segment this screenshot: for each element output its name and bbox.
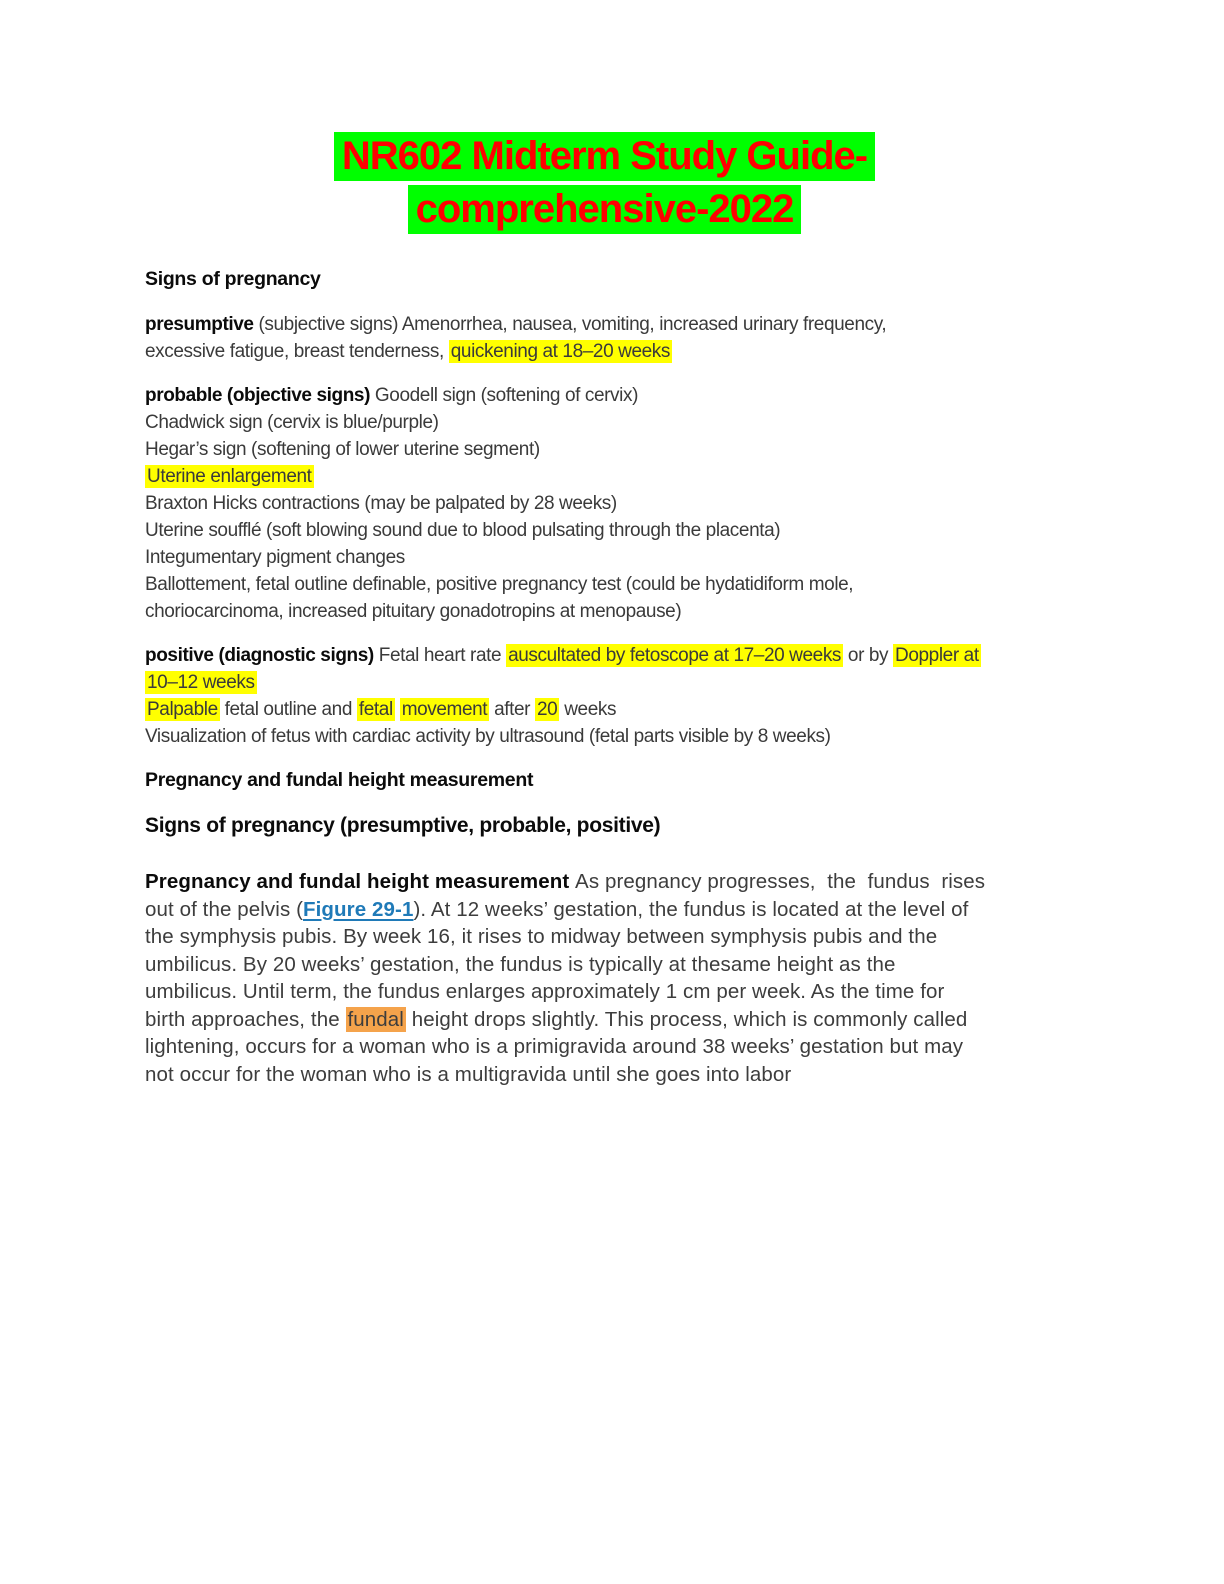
text-run: Pregnancy and fundal height measurement xyxy=(145,769,534,791)
text-line xyxy=(145,978,1094,1006)
text-line xyxy=(145,1006,1094,1034)
title-text-2: comprehensive-2022 xyxy=(408,185,802,234)
text-line xyxy=(145,1061,1094,1089)
text-line xyxy=(145,463,1094,490)
document-body xyxy=(145,266,1094,1088)
text-line xyxy=(145,669,1094,696)
text-line xyxy=(145,311,1094,338)
text-run: or by xyxy=(843,645,894,666)
text-run: Signs of pregnancy xyxy=(145,268,321,290)
text-run xyxy=(395,699,400,720)
text-line xyxy=(145,436,1094,463)
text-run: birth approaches, the xyxy=(145,1007,346,1031)
title-text-1: NR602 Midterm Study Guide- xyxy=(334,132,875,181)
text-line xyxy=(145,951,1094,979)
text-line xyxy=(145,642,1094,669)
text-run: ). At 12 weeks’ gestation, the fundus is located at the level of xyxy=(413,897,969,921)
text-run: Braxton Hicks contractions (may be palpated by 28 weeks) xyxy=(145,493,617,514)
text-run: the symphysis pubis. By week 16, it rises to midway between symphysis pubis and the xyxy=(145,925,938,948)
title-line xyxy=(145,183,1064,236)
text-line xyxy=(145,266,1094,293)
text-run: As pregnancy progresses, the fundus rises xyxy=(575,870,986,893)
text-line xyxy=(145,723,1094,750)
text-run: positive (diagnostic signs) xyxy=(145,645,379,666)
text-line xyxy=(145,696,1094,723)
paragraph-fundal-height xyxy=(145,868,1094,1088)
text-line xyxy=(145,517,1094,544)
text-run: probable (objective signs) xyxy=(145,385,375,406)
highlight-yellow-text: Palpable xyxy=(147,699,218,720)
text-run: (subjective signs) Amenorrhea, nausea, vomiting, increased urinary frequency, xyxy=(258,314,887,335)
text-line xyxy=(145,812,1094,840)
text-line xyxy=(145,571,1094,598)
text-run: excessive fatigue, breast tenderness, xyxy=(145,341,449,362)
highlight-orange-text: fundal xyxy=(347,1007,404,1031)
text-run: umbilicus. Until term, the fundus enlarges approximately 1 cm per week. As the time for xyxy=(145,980,945,1003)
heading-pregnancy-fundal-height xyxy=(145,767,1094,794)
text-run: out of the pelvis ( xyxy=(145,897,304,921)
highlight-yellow-text: auscultated by fetoscope at 17–20 weeks xyxy=(508,645,842,666)
heading-signs-summary xyxy=(145,812,1094,840)
text-run: Hegar’s sign (softening of lower uterine segment) xyxy=(145,439,540,460)
text-run: Ballottement, fetal outline definable, positive pregnancy test (could be hydatidiform mole, xyxy=(145,574,854,595)
text-run: choriocarcinoma, increased pituitary gonadotropins at menopause) xyxy=(145,601,682,622)
text-line xyxy=(145,382,1094,409)
highlight-yellow-text: fetal xyxy=(358,699,393,720)
text-line xyxy=(145,544,1094,571)
text-line xyxy=(145,1033,1094,1061)
text-line xyxy=(145,490,1094,517)
text-run: weeks xyxy=(559,699,617,720)
text-run: Uterine soufflé (soft blowing sound due to blood pulsating through the placenta) xyxy=(145,520,781,541)
text-line xyxy=(145,409,1094,436)
text-run: lightening, occurs for a woman who is a primigravida around 38 weeks’ gestation but may xyxy=(145,1035,964,1058)
text-line xyxy=(145,896,1094,924)
text-run: Pregnancy and fundal height measurement xyxy=(145,870,576,893)
text-run: Visualization of fetus with cardiac activity by ultrasound (fetal parts visible by 8 weeks) xyxy=(145,726,831,747)
text-run: fetal outline and xyxy=(219,699,357,720)
text-line xyxy=(145,868,1094,896)
highlight-yellow-text: 10–12 weeks xyxy=(147,672,255,693)
title-line xyxy=(145,130,1064,183)
highlight-yellow-text: Uterine enlargement xyxy=(147,466,312,487)
paragraph-positive xyxy=(145,642,1094,750)
text-run: Goodell sign (softening of cervix) xyxy=(374,385,639,406)
text-run: presumptive xyxy=(145,314,259,335)
text-line xyxy=(145,923,1094,951)
text-run: Signs of pregnancy (presumptive, probable, positive) xyxy=(145,814,661,837)
text-line xyxy=(145,598,1094,625)
highlight-yellow-text: Doppler at xyxy=(895,645,979,666)
heading-signs-of-pregnancy xyxy=(145,266,1094,293)
text-run: umbilicus. By 20 weeks’ gestation, the fundus is typically at thesame height as the xyxy=(145,952,896,976)
highlight-yellow-text: movement xyxy=(401,699,488,720)
highlight-yellow-text: quickening at 18–20 weeks xyxy=(450,341,670,362)
paragraph-presumptive xyxy=(145,311,1094,365)
text-run: Chadwick sign (cervix is blue/purple) xyxy=(145,412,439,433)
document-title xyxy=(145,130,1064,236)
text-run: not occur for the woman who is a multigravida until she goes into labor xyxy=(145,1062,792,1086)
highlight-yellow-text: 20 xyxy=(536,699,558,720)
text-run: Fetal heart rate xyxy=(378,645,507,666)
figure-29-1-link[interactable]: Figure 29-1 xyxy=(303,897,414,921)
paragraph-probable xyxy=(145,382,1094,625)
text-line xyxy=(145,767,1094,794)
text-run: Integumentary pigment changes xyxy=(145,547,405,568)
text-run: after xyxy=(489,699,535,720)
text-line xyxy=(145,338,1094,365)
text-run: height drops slightly. This process, which is commonly called xyxy=(405,1007,968,1031)
